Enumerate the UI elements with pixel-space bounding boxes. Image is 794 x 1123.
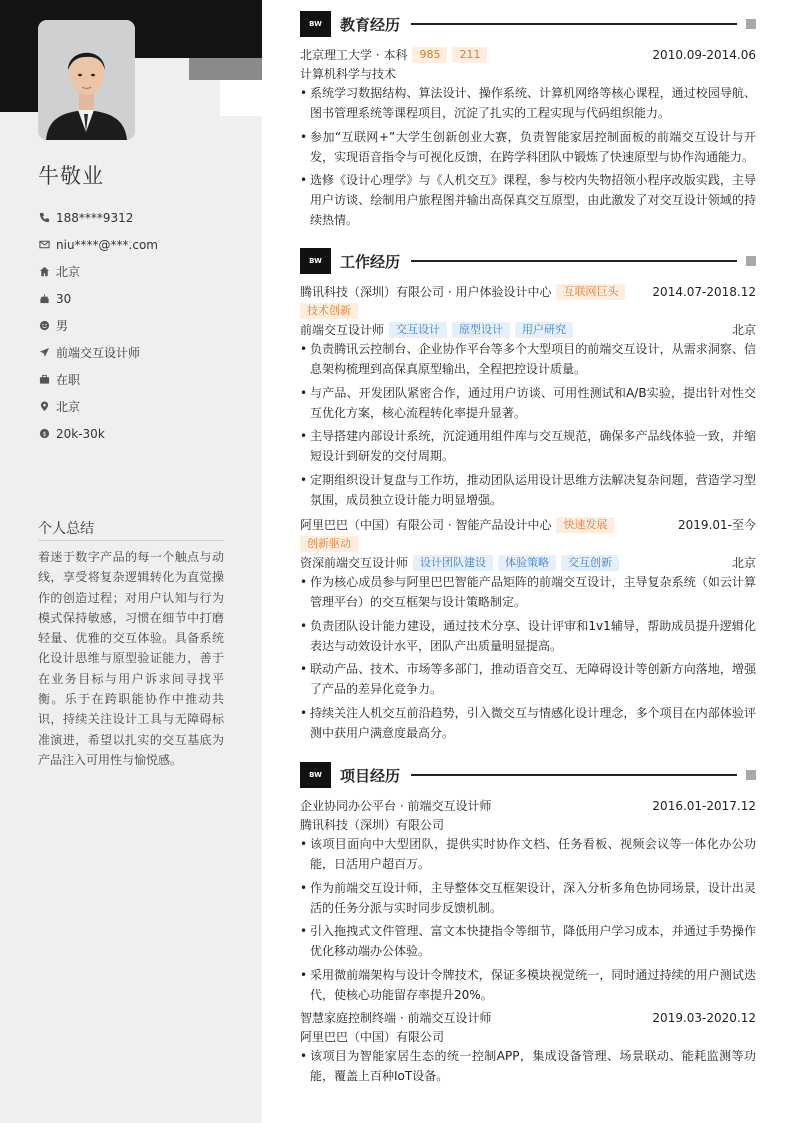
project-company: 腾讯科技（深圳）有限公司: [300, 818, 445, 832]
project-name: 智慧家庭控制终端 · 前端交互设计师: [300, 1011, 492, 1025]
job-bullets: [300, 339, 756, 510]
section-square: [746, 770, 756, 780]
home-icon: [38, 266, 50, 278]
job-role: 资深前端交互设计师: [300, 556, 409, 570]
education-block: [300, 45, 756, 234]
svg-text:$: $: [41, 429, 47, 438]
bullet-item: • 与产品、开发团队紧密合作，通过用户访谈、可用性测试和A/B实验，提出针对性交互优化方案，核心流程转化率提升显著。: [300, 383, 756, 423]
bullet-item: • 引入拖拽式文件管理、富文本快捷指令等细节，降低用户学习成本，并通过手势操作优化移动端办公体验。: [300, 921, 756, 961]
job-role: 前端交互设计师: [300, 323, 385, 337]
project-bullets: [300, 834, 756, 1005]
gender-icon: [38, 320, 50, 332]
bullet-item: • 持续关注人机交互前沿趋势，引入微交互与情感化设计理念，多个项目在内部体验评测中获用户满意度最高分。: [300, 703, 756, 743]
role-tag: 原型设计: [452, 322, 510, 338]
project-line: [300, 1008, 756, 1027]
company-tag-line: [300, 301, 756, 320]
bullet-item: • 联动产品、技术、市场等多部门，推动语音交互、无障碍设计等创新方向落地，增强了产品的差异化竞争力。: [300, 659, 756, 699]
bullet-item: • 定期组织设计复盘与工作坊，推动团队运用设计思维方法解决复杂问题，营造学习型氛围，成员独立设计能力明显增强。: [300, 470, 756, 510]
role-tag: 交互设计: [389, 322, 447, 338]
major: 计算机科学与技术: [300, 67, 397, 81]
info-location-text: 北京: [56, 400, 81, 414]
project-block-1: [300, 796, 756, 1008]
role-tag: 设计团队建设: [413, 555, 493, 571]
education-bullets: [300, 83, 756, 230]
work-title: 工作经历: [340, 252, 401, 271]
info-salary: [38, 420, 238, 447]
project-line: [300, 796, 756, 815]
company-tag: 互联网巨头: [556, 284, 625, 300]
bullet-item: • 主导搭建内部设计系统，沉淀通用组件库与交互规范，确保多产品线体验一致，并缩短设计到研发的交付周期。: [300, 426, 756, 466]
company-tag: 技术创新: [300, 303, 358, 319]
info-residence: [38, 258, 238, 285]
projects-title: 项目经历: [340, 766, 401, 785]
email-icon: [38, 239, 50, 251]
bullet-item: • 作为核心成员参与阿里巴巴智能产品矩阵的前端交互设计，主导复杂系统（如云计算管理平台）的交互框架与设计策略制定。: [300, 572, 756, 612]
job-period: 2019.01-至今: [678, 518, 756, 532]
info-status-text: 在职: [56, 373, 81, 387]
bullet-item: • 负责腾讯云控制台、企业协作平台等多个大型项目的前端交互设计，从需求洞察、信息架构梳理到高保真原型输出，全程把控设计质量。: [300, 339, 756, 379]
summary-title: 个人总结: [38, 518, 224, 541]
avatar: [38, 20, 135, 140]
school-tag: 985: [412, 47, 447, 63]
project-company: 阿里巴巴（中国）有限公司: [300, 1030, 445, 1044]
project-period: 2019.03-2020.12: [652, 1010, 756, 1025]
phone-icon: [38, 212, 50, 224]
section-rule: [411, 23, 737, 25]
role-line: [300, 320, 756, 339]
info-email: [38, 231, 238, 258]
info-position-text: 前端交互设计师: [56, 346, 141, 360]
briefcase-icon: [38, 374, 50, 386]
company-name: 阿里巴巴（中国）有限公司 · 智能产品设计中心: [300, 518, 552, 532]
role-tag: 体验策略: [498, 555, 556, 571]
job-period: 2014.07-2018.12: [652, 284, 756, 299]
send-icon: [38, 347, 50, 359]
section-square: [746, 256, 756, 266]
cake-icon: [38, 293, 50, 305]
sidebar-white-block: [220, 80, 262, 116]
sidebar-gray-bar: [189, 58, 262, 80]
info-age: [38, 285, 238, 312]
location-pin-icon: [38, 401, 50, 413]
bullet-item: • 参加“互联网+”大学生创新创业大赛，负责智能家居控制面板的前端交互设计与开发，实现语音指令与可视化反馈，在跨学科团队中锻炼了快速原型与协作沟通能力。: [300, 127, 756, 167]
bullet-item: • 采用微前端架构与设计令牌技术，保证多模块视觉统一，同时通过持续的用户测试迭代，使核心功能留存率提升20%。: [300, 965, 756, 1005]
salary-icon: [38, 428, 50, 440]
education-header: [300, 11, 756, 37]
education-period: 2010.09-2014.06: [652, 47, 756, 62]
info-salary-text: 20k-30k: [56, 426, 105, 441]
contact-info: [38, 204, 238, 447]
bullet-item: • 该项目面向中大型团队，提供实时协作文档、任务看板、视频会议等一体化办公功能，日活用户超百万。: [300, 834, 756, 874]
portrait-image: [38, 20, 135, 140]
section-logo: BW: [300, 11, 331, 37]
company-line: [300, 515, 756, 534]
school-name: 北京理工大学 · 本科: [300, 48, 408, 62]
info-phone-text: 188****9312: [56, 210, 134, 225]
summary-text: 着迷于数字产品的每一个触点与动线，享受将复杂逻辑转化为直觉操作的创造过程；对用户认知与行为模式保持敏感，习惯在细节中打磨轻量、优雅的交互体验。具备系统化设计思维与原型验证能力，善于在业务目标与用户诉求间寻找平衡。乐于在跨职能协作中推动共识，持续关注设计工具与无障碍标准演进，希望以扎实的交互基底为产品注入可用性与愉悦感。: [38, 550, 224, 767]
sidebar: [0, 0, 262, 1123]
info-age-text: 30: [56, 291, 72, 306]
section-logo: BW: [300, 762, 331, 788]
info-location: [38, 393, 238, 420]
education-line: [300, 45, 756, 64]
project-name: 企业协同办公平台 · 前端交互设计师: [300, 799, 492, 813]
bullet-item: • 负责团队设计能力建设，通过技术分享、设计评审和1v1辅导，帮助成员提升逻辑化表达与动效设计水平，团队产出质量明显提高。: [300, 616, 756, 656]
info-email-text: niu****@***.com: [56, 237, 158, 252]
role-line: [300, 553, 756, 572]
education-title: 教育经历: [340, 15, 401, 34]
section-rule: [411, 260, 737, 262]
role-tag: 用户研究: [515, 322, 573, 338]
work-header: [300, 248, 756, 274]
job-bullets: [300, 572, 756, 743]
sidebar-black-block: [0, 58, 38, 112]
work-block-2: [300, 515, 756, 746]
company-tag: 创新驱动: [300, 536, 358, 552]
work-block-1: [300, 282, 756, 513]
company-tag-line: [300, 534, 756, 553]
candidate-name: 牛敬业: [38, 164, 104, 188]
info-residence-text: 北京: [56, 265, 81, 279]
bullet-item: • 作为前端交互设计师，主导整体交互框架设计，深入分析多角色协同场景，设计出灵活的任务分派与实时同步反馈机制。: [300, 878, 756, 918]
info-gender-text: 男: [56, 319, 69, 333]
info-status: [38, 366, 238, 393]
role-tag: 交互创新: [561, 555, 619, 571]
section-logo: BW: [300, 248, 331, 274]
section-square: [746, 19, 756, 29]
section-rule: [411, 774, 737, 776]
project-block-2: [300, 1008, 756, 1090]
company-line: [300, 282, 756, 301]
bullet-item: • 选修《设计心理学》与《人机交互》课程，参与校内失物招领小程序改版实践，主导用户访谈、绘制用户旅程图并输出高保真交互原型，由此激发了对交互设计领域的持续热情。: [300, 170, 756, 230]
info-gender: [38, 312, 238, 339]
company-name: 腾讯科技（深圳）有限公司 · 用户体验设计中心: [300, 285, 552, 299]
projects-header: [300, 762, 756, 788]
job-city: 北京: [731, 556, 756, 570]
bullet-item: • 系统学习数据结构、算法设计、操作系统、计算机网络等核心课程，通过校园导航、图书管理系统等课程项目，沉淀了扎实的工程实现与代码组织能力。: [300, 83, 756, 123]
bullet-item: • 该项目为智能家居生态的统一控制APP，集成设备管理、场景联动、能耗监测等功能，覆盖上百种IoT设备。: [300, 1046, 756, 1086]
info-position: [38, 339, 238, 366]
project-bullets: [300, 1046, 756, 1086]
company-tag: 快速发展: [556, 517, 614, 533]
project-period: 2016.01-2017.12: [652, 798, 756, 813]
school-tag: 211: [452, 47, 487, 63]
info-phone: [38, 204, 238, 231]
job-city: 北京: [731, 323, 756, 337]
